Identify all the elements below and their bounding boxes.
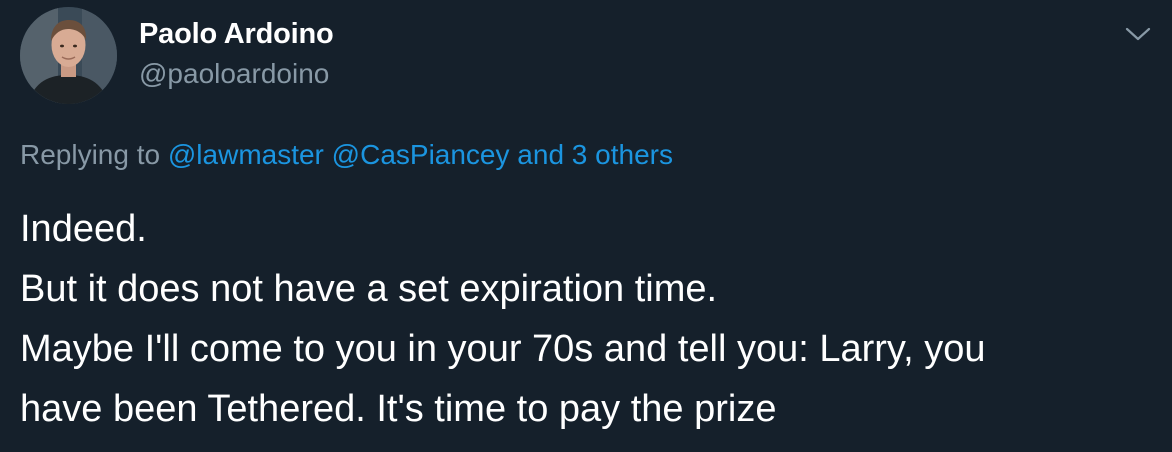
- mention-caspiancey[interactable]: @CasPiancey: [331, 139, 510, 170]
- mention-others-link[interactable]: and 3 others: [517, 139, 673, 170]
- avatar-photo: [20, 7, 117, 104]
- replying-to-label: Replying to: [20, 139, 161, 170]
- author-display-name[interactable]: Paolo Ardoino: [139, 18, 334, 50]
- tweet-line: But it does not have a set expiration time.: [20, 268, 718, 310]
- tweet-line: have been Tethered. It's time to pay the prize: [20, 388, 777, 430]
- chevron-down-icon[interactable]: [1122, 22, 1154, 46]
- replying-to-line: [20, 139, 673, 171]
- author-handle[interactable]: @paoloardoino: [139, 58, 330, 89]
- tweet-line: Maybe I'll come to you in your 70s and tell you: Larry, you: [20, 328, 986, 370]
- mention-lawmaster[interactable]: @lawmaster: [167, 139, 324, 170]
- tweet-text: [20, 199, 1160, 439]
- avatar[interactable]: [20, 7, 117, 104]
- tweet-line: Indeed.: [20, 208, 147, 250]
